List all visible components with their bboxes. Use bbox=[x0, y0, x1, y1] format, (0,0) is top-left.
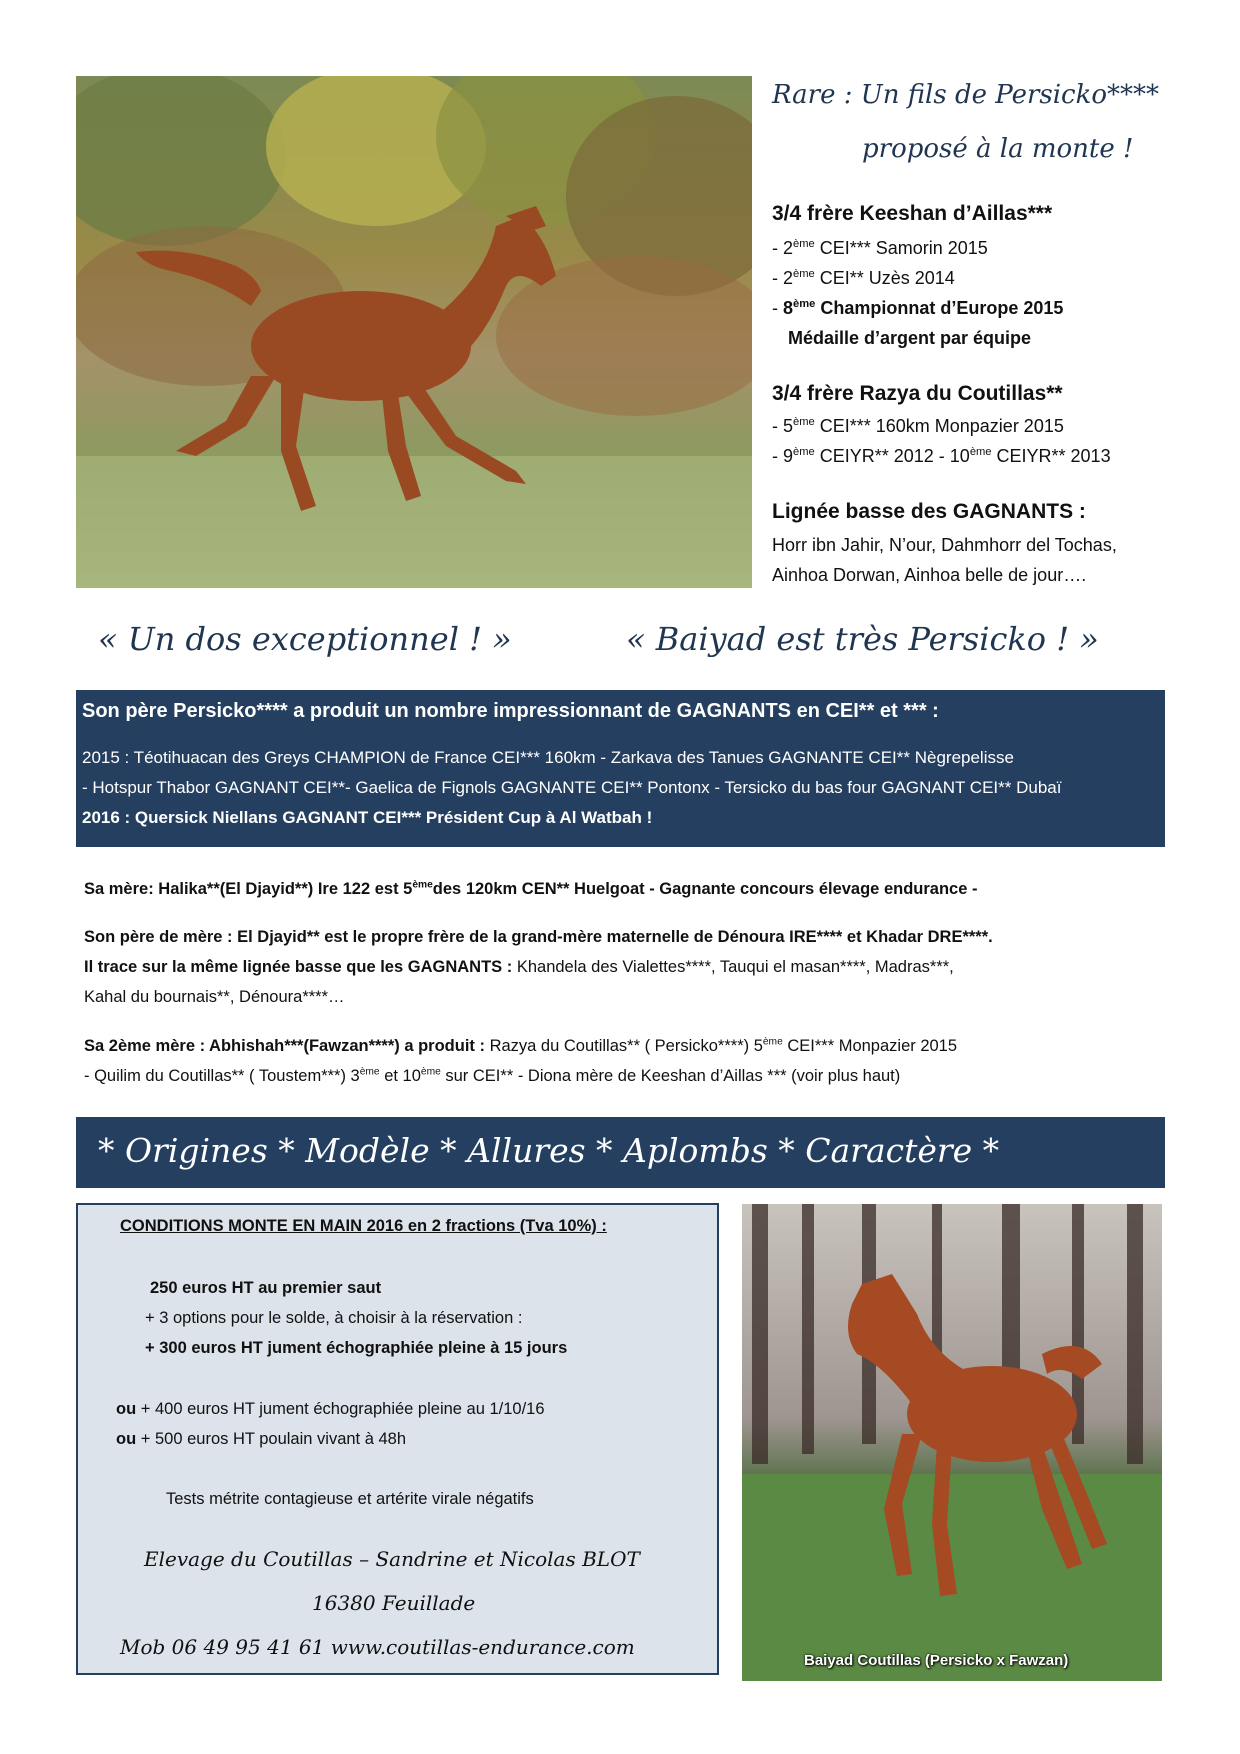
propose-line: proposé à la monte ! bbox=[862, 134, 1134, 164]
mother-line: Sa mère: Halika**(El Djayid**) Ire 122 est 5èmedes 120km CEN** Huelgoat - Gagnante concours élevage endurance - bbox=[84, 879, 978, 898]
pere-mere-line-2: Il trace sur la même lignée basse que les GAGNANTS : Khandela des Vialettes****, Tauqui el masan****, Madras***, bbox=[84, 958, 954, 976]
conditions-options: + 3 options pour le solde, à choisir à la réservation : bbox=[145, 1309, 523, 1327]
razya-heading: 3/4 frère Razya du Coutillas** bbox=[772, 382, 1063, 405]
conditions-option-3: ou + 500 euros HT poulain vivant à 48h bbox=[116, 1430, 407, 1448]
razya-line-1: - 5ème CEI*** 160km Monpazier 2015 bbox=[772, 416, 1064, 436]
top-horse-photo bbox=[76, 76, 752, 588]
conditions-title: CONDITIONS MONTE EN MAIN 2016 en 2 fractions (Tva 10%) : bbox=[120, 1217, 607, 1235]
pere-mere-line-1: Son père de mère : El Djayid** est le propre frère de la grand-mère maternelle de Dénoura IRE**** et Khadar DRE****. bbox=[84, 928, 993, 946]
keeshan-line-2: - 2ème CEI** Uzès 2014 bbox=[772, 268, 955, 288]
keeshan-line-1: - 2ème CEI*** Samorin 2015 bbox=[772, 238, 988, 258]
mere2-line-2: - Quilim du Coutillas** ( Toustem***) 3ème et 10ème sur CEI** - Diona mère de Keeshan d’Aillas *** (voir plus haut) bbox=[84, 1066, 901, 1085]
conditions-contact: Mob 06 49 95 41 61 www.coutillas-endurance.com bbox=[120, 1635, 635, 1659]
father-box-line-3: 2016 : Quersick Niellans GAGNANT CEI*** Président Cup à Al Watbah ! bbox=[82, 808, 653, 827]
quote-left: « Un dos exceptionnel ! » bbox=[98, 620, 512, 658]
rare-line: Rare : Un fils de Persicko**** bbox=[772, 80, 1160, 110]
conditions-elevage: Elevage du Coutillas – Sandrine et Nicolas BLOT bbox=[144, 1547, 640, 1571]
qualities-banner bbox=[76, 1117, 1165, 1188]
keeshan-heading: 3/4 frère Keeshan d’Aillas*** bbox=[772, 202, 1053, 225]
photo-caption: Baiyad Coutillas (Persicko x Fawzan) bbox=[804, 1652, 1069, 1669]
quote-right: « Baiyad est très Persicko ! » bbox=[626, 620, 1099, 658]
conditions-ville: 16380 Feuillade bbox=[312, 1591, 476, 1615]
father-box-line-2: - Hotspur Thabor GAGNANT CEI**- Gaelica de Fignols GAGNANTE CEI** Pontonx - Tersicko du bas four GAGNANT CEI** Dubaï bbox=[82, 778, 1062, 797]
keeshan-line-3: - 8ème Championnat d’Europe 2015 bbox=[772, 298, 1064, 318]
mere2-line-1: Sa 2ème mère : Abhishah***(Fawzan****) a produit : Razya du Coutillas** ( Persicko****) 5ème CEI*** Monpazier 2015 bbox=[84, 1036, 958, 1055]
keeshan-line-4: Médaille d’argent par équipe bbox=[788, 328, 1032, 348]
conditions-box bbox=[76, 1203, 719, 1675]
lignee-line-1: Horr ibn Jahir, N’our, Dahmhorr del Tochas, bbox=[772, 535, 1117, 555]
pere-mere-line-3: Kahal du bournais**, Dénoura****… bbox=[84, 988, 345, 1006]
lignee-heading: Lignée basse des GAGNANTS : bbox=[772, 500, 1086, 523]
conditions-tests: Tests métrite contagieuse et artérite virale négatifs bbox=[166, 1490, 534, 1508]
lignee-line-2: Ainhoa Dorwan, Ainhoa belle de jour…. bbox=[772, 565, 1087, 585]
qualities-banner-text: * Origines * Modèle * Allures * Aplombs * Caractère * bbox=[98, 1131, 1000, 1170]
conditions-saut: 250 euros HT au premier saut bbox=[150, 1279, 382, 1297]
conditions-option-2: ou + 400 euros HT jument échographiée pleine au 1/10/16 bbox=[116, 1400, 545, 1418]
bottom-horse-photo bbox=[742, 1204, 1162, 1681]
conditions-option-1: + 300 euros HT jument échographiée pleine à 15 jours bbox=[145, 1339, 568, 1357]
father-box-title: Son père Persicko**** a produit un nombre impressionnant de GAGNANTS en CEI** et *** : bbox=[82, 700, 939, 722]
father-box bbox=[76, 690, 1165, 847]
father-box-line-1: 2015 : Téotihuacan des Greys CHAMPION de France CEI*** 160km - Zarkava des Tanues GAGNANTE CEI** Nègrepelisse bbox=[82, 748, 1014, 767]
razya-line-2: - 9ème CEIYR** 2012 - 10ème CEIYR** 2013 bbox=[772, 446, 1111, 466]
